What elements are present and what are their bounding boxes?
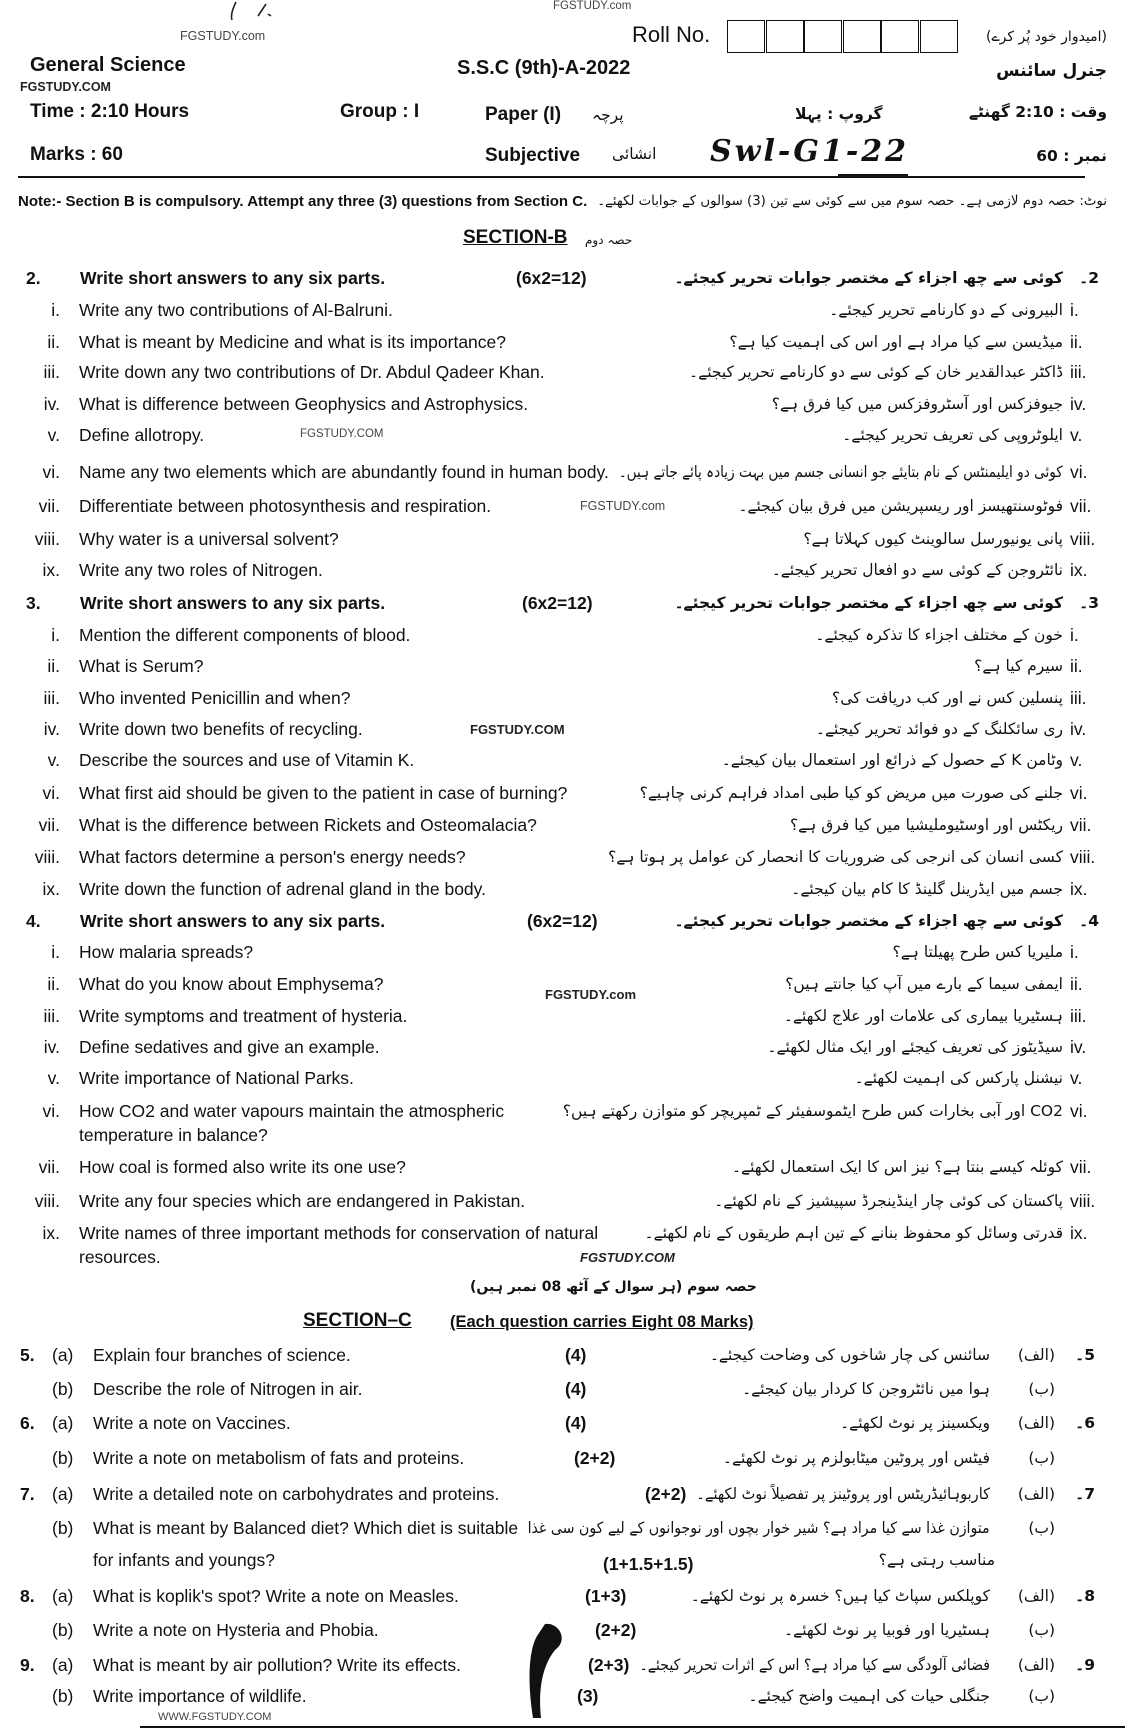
question-part-urdu: (ب): [1028, 1519, 1055, 1537]
paper-urdu: پرچہ: [592, 106, 624, 124]
signature-scribble: [222, 0, 292, 24]
question-marks: (1+3): [585, 1586, 627, 1606]
part-text: Mention the different components of blood.: [79, 625, 411, 645]
question-title: Write short answers to any six parts.: [80, 268, 386, 288]
subject-title: General Science: [30, 54, 186, 76]
part-text: What is difference between Geophysics and Astrophysics.: [79, 394, 529, 414]
part-text: Describe the sources and use of Vitamin K.: [79, 750, 415, 770]
part-text-urdu: پاکستان کی کوئی چار اینڈینجرڈ سپیشیز کے نام لکھئے۔: [714, 1192, 1063, 1210]
question-part-urdu: (الف): [1017, 1485, 1055, 1503]
part-roman: vi.: [42, 1101, 60, 1121]
part-text: Define sedatives and give an example.: [79, 1037, 380, 1057]
question-marks: (2+2): [595, 1620, 637, 1640]
part-roman-urdu: ii.: [1070, 656, 1083, 676]
roll-no-box[interactable]: [727, 20, 765, 53]
part-roman: iii.: [43, 688, 60, 708]
header-divider: [18, 176, 1085, 178]
part-text-urdu: البیرونی کے دو کارنامے تحریر کیجئے۔: [829, 301, 1063, 319]
question-text-urdu: ہسٹیریا اور فوبیا پر نوٹ لکھئے۔: [784, 1621, 990, 1639]
bottom-divider: [140, 1726, 1125, 1728]
question-number: 6.: [20, 1413, 35, 1433]
part-text: How malaria spreads?: [79, 942, 254, 962]
part-roman-urdu: vii.: [1070, 496, 1092, 516]
part-roman: vii.: [38, 815, 60, 835]
subject-urdu: جنرل سائنس: [996, 61, 1107, 81]
note: Note:- Section B is compulsory. Attempt any three (3) questions from Section C.: [18, 193, 588, 210]
subjective-label: Subjective: [485, 145, 581, 166]
question-text: Write a note on Hysteria and Phobia.: [93, 1620, 379, 1640]
section-b-title: SECTION-B: [463, 227, 568, 248]
part-text: Why water is a universal solvent?: [79, 529, 339, 549]
question-number: 8.: [20, 1586, 35, 1606]
part-text: Write any two contributions of Al-Balruni.: [79, 300, 393, 320]
part-roman-urdu: vi.: [1070, 462, 1088, 482]
part-roman-urdu: viii.: [1070, 529, 1096, 549]
roll-no-box[interactable]: [920, 20, 958, 53]
part-text-continued: resources.: [79, 1247, 161, 1267]
marks-label: Marks : 60: [30, 144, 123, 165]
part-text-urdu: سیڈیٹوز کی تعریف کیجئے اور ایک مثال لکھئے۔: [767, 1038, 1063, 1056]
question-marks: (2+2): [574, 1448, 616, 1468]
part-text-continued: temperature in balance?: [79, 1125, 268, 1145]
part-text-urdu: ڈاکٹر عبدالقدیر خان کے کوئی سے دو کارنامے تحریر کیجئے۔: [689, 363, 1063, 381]
part-roman: v.: [47, 750, 60, 770]
question-number: 9.: [20, 1655, 35, 1675]
part-text: Who invented Penicillin and when?: [79, 688, 351, 708]
part-text-urdu: پنسلین کس نے اور کب دریافت کی؟: [832, 689, 1063, 707]
part-text: Write any four species which are endangered in Pakistan.: [79, 1191, 526, 1211]
question-part-urdu: (ب): [1028, 1380, 1055, 1398]
part-roman: iii.: [43, 1006, 60, 1026]
part-roman: vii.: [38, 496, 60, 516]
part-roman: iii.: [43, 362, 60, 382]
part-roman-urdu: vi.: [1070, 783, 1088, 803]
part-roman: i.: [51, 625, 60, 645]
part-text: What factors determine a person's energy needs?: [79, 847, 466, 867]
part-roman-urdu: vii.: [1070, 1157, 1092, 1177]
part-text-urdu: خون کے مختلف اجزاء کا تذکرہ کیجئے۔: [815, 626, 1063, 644]
question-text: What is koplik's spot? Write a note on Measles.: [93, 1586, 459, 1606]
question-text-urdu-continued: مناسب رہتی ہے؟: [878, 1551, 995, 1569]
part-roman: vi.: [42, 462, 60, 482]
question-marks: (4): [565, 1379, 587, 1399]
part-text-urdu: کوئی دو ایلیمنٹس کے نام بتایئے جو انسانی جسم میں بہت زیادہ پائے جاتے ہیں۔: [618, 463, 1063, 481]
question-number: 5.: [20, 1345, 35, 1365]
question-part: (a): [52, 1655, 74, 1675]
paper-code-handwritten: Swl-G1-22: [710, 134, 910, 169]
part-text: What do you know about Emphysema?: [79, 974, 384, 994]
part-text-urdu: میڈیسن سے کیا مراد ہے اور اس کی اہمیت کیا ہے؟: [729, 333, 1063, 351]
part-text: Write any two roles of Nitrogen.: [79, 560, 323, 580]
question-number: 7.: [20, 1484, 35, 1504]
question-number-urdu: 8۔: [1075, 1587, 1095, 1605]
part-roman-urdu: ii.: [1070, 974, 1083, 994]
part-roman: viii.: [34, 1191, 60, 1211]
part-roman-urdu: ii.: [1070, 332, 1083, 352]
question-part-urdu: (الف): [1017, 1414, 1055, 1432]
question-marks: (2+2): [645, 1484, 687, 1504]
part-roman-urdu: viii.: [1070, 1191, 1096, 1211]
question-number-urdu: 3۔: [1079, 594, 1099, 612]
part-text: How coal is formed also write its one use?: [79, 1157, 406, 1177]
part-text: What is Serum?: [79, 656, 204, 676]
roll-no-box[interactable]: [766, 20, 804, 53]
part-text-urdu: CO2 اور آبی بخارات کس طرح ایٹموسفیئر کے ٹمپریچر کو متوازن رکھتے ہیں؟: [562, 1102, 1063, 1120]
part-roman: v.: [47, 425, 60, 445]
question-text-urdu: فیٹس اور پروٹین میٹابولزم پر نوٹ لکھئے۔: [722, 1449, 990, 1467]
watermark: FGSTUDY.com: [180, 29, 266, 43]
question-part: (a): [52, 1413, 74, 1433]
section-c-subtitle: (Each question carries Eight 08 Marks): [450, 1313, 754, 1331]
part-roman-urdu: ix.: [1070, 879, 1088, 899]
part-text: Define allotropy.: [79, 425, 205, 445]
section-c-title: SECTION–C: [303, 1310, 412, 1331]
question-marks: (4): [565, 1345, 587, 1365]
question-text-urdu: جنگلی حیات کی اہمیت واضح کیجئے۔: [748, 1687, 990, 1705]
part-text: How CO2 and water vapours maintain the atmospheric: [79, 1101, 505, 1121]
part-roman: vii.: [38, 1157, 60, 1177]
exam-title: S.S.C (9th)-A-2022: [457, 57, 631, 79]
question-marks: (4): [565, 1413, 587, 1433]
part-roman-urdu: i.: [1070, 300, 1079, 320]
part-roman: i.: [51, 942, 60, 962]
part-text: Name any two elements which are abundantly found in human body.: [79, 462, 609, 482]
watermark: FGSTUDY.COM: [470, 722, 565, 737]
part-text: What is the difference between Rickets and Osteomalacia?: [79, 815, 537, 835]
question-part-urdu: (الف): [1017, 1587, 1055, 1605]
part-text: Write symptoms and treatment of hysteria.: [79, 1006, 408, 1026]
question-number-urdu: 6۔: [1075, 1414, 1095, 1432]
question-text-urdu: کاربوہائیڈریٹس اور پروٹینز پر تفصیلاً نوٹ لکھئے۔: [696, 1485, 990, 1503]
question-marks: (3): [577, 1686, 599, 1706]
question-text: What is meant by air pollution? Write its effects.: [93, 1655, 461, 1675]
part-roman-urdu: i.: [1070, 942, 1079, 962]
part-text-urdu: قدرتی وسائل کو محفوظ بنانے کے تین اہم طریقوں کے نام لکھئے۔: [644, 1224, 1063, 1242]
question-text-urdu: کوپلکس سپاٹ کیا ہیں؟ خسرہ پر نوٹ لکھئے۔: [690, 1587, 990, 1605]
part-text-urdu: ہسٹیریا بیماری کی علامات اور علاج لکھئے۔: [783, 1007, 1063, 1025]
part-roman-urdu: i.: [1070, 625, 1079, 645]
group-urdu: گروپ : پہلا: [795, 105, 883, 123]
question-part: (b): [52, 1686, 74, 1706]
watermark: FGSTUDY.COM: [300, 428, 384, 440]
question-number-urdu: 7۔: [1075, 1485, 1095, 1503]
part-roman: iv.: [43, 719, 60, 739]
question-part: (a): [52, 1345, 74, 1365]
group-label: Group : I: [340, 101, 420, 122]
part-roman-urdu: viii.: [1070, 847, 1096, 867]
part-text-urdu: کوئلہ کیسے بنتا ہے؟ نیز اس کا ایک استعمال لکھئے۔: [731, 1158, 1063, 1176]
question-text-urdu: سائنس کی چار شاخوں کی وضاحت کیجئے۔: [709, 1346, 990, 1364]
question-part-urdu: (ب): [1028, 1687, 1055, 1705]
question-part-urdu: (ب): [1028, 1449, 1055, 1467]
question-text: Write importance of wildlife.: [93, 1686, 307, 1706]
question-title: Write short answers to any six parts.: [80, 593, 386, 613]
roll-no-label: Roll No.: [632, 22, 711, 47]
part-roman-urdu: iv.: [1070, 719, 1087, 739]
question-text: Write a detailed note on carbohydrates and proteins.: [93, 1484, 500, 1504]
ink-stain: [525, 1620, 575, 1720]
part-roman-urdu: v.: [1070, 750, 1083, 770]
question-number: 4.: [26, 911, 41, 931]
part-roman-urdu: ix.: [1070, 560, 1088, 580]
question-part: (b): [52, 1620, 74, 1640]
question-title-urdu: کوئی سے چھ اجزاء کے مختصر جوابات تحریر کیجئے۔: [674, 594, 1063, 612]
question-part: (b): [52, 1518, 74, 1538]
part-roman: viii.: [34, 529, 60, 549]
question-part: (a): [52, 1484, 74, 1504]
part-text-urdu: جسم میں ایڈرینل گلینڈ کا کام بیان کیجئے۔: [791, 880, 1063, 898]
part-roman: ix.: [42, 1223, 60, 1243]
watermark: FGSTUDY.com: [545, 987, 637, 1002]
part-roman: viii.: [34, 847, 60, 867]
part-text-urdu: فوٹوسنتھیسز اور ریسپریشن میں فرق بیان کیجئے۔: [738, 497, 1063, 515]
question-text-urdu: ویکسینز پر نوٹ لکھئے۔: [840, 1414, 990, 1432]
marks-urdu: نمبر : 60: [1036, 147, 1107, 165]
part-roman-urdu: vi.: [1070, 1101, 1088, 1121]
roll-no-urdu: (امیدوار خود پُر کرے): [986, 29, 1107, 45]
part-text-urdu: وٹامن K کے حصول کے ذرائع اور استعمال بیان کیجئے۔: [721, 751, 1063, 769]
question-text: What is meant by Balanced diet? Which diet is suitable: [93, 1518, 519, 1538]
question-text: Write a note on Vaccines.: [93, 1413, 291, 1433]
question-part-urdu: (الف): [1017, 1656, 1055, 1674]
note-urdu: نوٹ: حصہ دوم لازمی ہے۔ حصہ سوم میں سے کوئی سے تین (3) سوالوں کے جوابات لکھئے۔: [597, 193, 1107, 209]
part-text: What is meant by Medicine and what is its importance?: [79, 332, 506, 352]
paper-label: Paper (I): [485, 104, 562, 125]
question-marks: (2+3): [588, 1655, 630, 1675]
watermark: WWW.FGSTUDY.COM: [158, 1711, 272, 1723]
time-label: Time : 2:10 Hours: [30, 101, 190, 122]
watermark: FGSTUDY.com: [553, 0, 632, 12]
question-marks: (1+1.5+1.5): [603, 1554, 694, 1574]
part-roman-urdu: iii.: [1070, 1006, 1087, 1026]
time-urdu: وقت : 2:10 گھنٹے: [968, 103, 1107, 121]
section-c-title-urdu: حصہ سوم (ہر سوال کے آٹھ 08 نمبر ہیں): [470, 1279, 757, 1295]
part-text: Write names of three important methods for conservation of natural: [79, 1223, 599, 1243]
question-title: Write short answers to any six parts.: [80, 911, 386, 931]
question-part-urdu: (الف): [1017, 1346, 1055, 1364]
question-text: Describe the role of Nitrogen in air.: [93, 1379, 363, 1399]
question-marks: (6x2=12): [527, 911, 598, 931]
part-text-urdu: سیرم کیا ہے؟: [974, 657, 1063, 675]
part-text-urdu: نائٹروجن کے کوئی سے دو افعال تحریر کیجئے۔: [771, 561, 1063, 579]
part-roman: ix.: [42, 560, 60, 580]
question-text-continued: for infants and youngs?: [93, 1550, 275, 1570]
question-text-urdu: فضائی آلودگی سے کیا مراد ہے؟ اس کے اثرات تحریر کیجئے۔: [639, 1656, 990, 1674]
part-roman-urdu: v.: [1070, 1068, 1083, 1088]
question-marks: (6x2=12): [522, 593, 593, 613]
question-number-urdu: 4۔: [1079, 912, 1099, 930]
question-marks: (6x2=12): [516, 268, 587, 288]
question-number-urdu: 9۔: [1075, 1656, 1095, 1674]
part-roman: ix.: [42, 879, 60, 899]
part-roman-urdu: ix.: [1070, 1223, 1088, 1243]
part-text: Write down any two contributions of Dr. Abdul Qadeer Khan.: [79, 362, 545, 382]
part-text-urdu: کسی انسان کی انرجی کی ضروریات کا انحصار کن عوامل پر ہوتا ہے؟: [608, 848, 1063, 866]
question-title-urdu: کوئی سے چھ اجزاء کے مختصر جوابات تحریر کیجئے۔: [674, 912, 1063, 930]
part-roman-urdu: iii.: [1070, 362, 1087, 382]
part-roman-urdu: vii.: [1070, 815, 1092, 835]
part-text-urdu: ری سائکلنگ کے دو فوائد تحریر کیجئے۔: [815, 720, 1063, 738]
part-roman: ii.: [47, 656, 60, 676]
part-roman-urdu: iv.: [1070, 394, 1087, 414]
subjective-urdu: انشائی: [612, 145, 657, 163]
roll-no-box[interactable]: [804, 20, 842, 53]
part-roman: ii.: [47, 332, 60, 352]
part-text: Write down two benefits of recycling.: [79, 719, 363, 739]
watermark: FGSTUDY.COM: [20, 80, 111, 94]
question-title-urdu: کوئی سے چھ اجزاء کے مختصر جوابات تحریر کیجئے۔: [674, 269, 1063, 287]
part-text: What first aid should be given to the patient in case of burning?: [79, 783, 568, 803]
part-roman: ii.: [47, 974, 60, 994]
part-text-urdu: نیشنل پارکس کی اہمیت لکھئے۔: [854, 1069, 1063, 1087]
part-text-urdu: ملیریا کس طرح پھیلتا ہے؟: [892, 943, 1063, 961]
part-roman: v.: [47, 1068, 60, 1088]
part-roman: vi.: [42, 783, 60, 803]
part-text: Write down the function of adrenal gland in the body.: [79, 879, 486, 899]
question-part: (a): [52, 1586, 74, 1606]
question-part: (b): [52, 1448, 74, 1468]
roll-no-box[interactable]: [881, 20, 919, 53]
question-number-urdu: 2۔: [1079, 269, 1099, 287]
part-text-urdu: جلنے کی صورت میں مریض کو کیا طبی امداد فراہم کرنی چاہیے؟: [639, 784, 1063, 802]
question-text: Explain four branches of science.: [93, 1345, 351, 1365]
roll-no-box[interactable]: [843, 20, 881, 53]
section-b-title-urdu: حصہ دوم: [585, 233, 633, 247]
question-text-urdu: متوازن غذا سے کیا مراد ہے؟ شیر خوار بچوں اور نوجوانوں کے لیے کون سی غذا: [527, 1519, 990, 1537]
part-text-urdu: پانی یونیورسل سالوینٹ کیوں کہلاتا ہے؟: [803, 530, 1063, 548]
question-text-urdu: ہوا میں نائٹروجن کا کردار بیان کیجئے۔: [742, 1380, 990, 1398]
part-text-urdu: ریکٹس اور اوسٹیوملیشیا میں کیا فرق ہے؟: [789, 816, 1063, 834]
part-roman: iv.: [43, 1037, 60, 1057]
question-number: 3.: [26, 593, 41, 613]
part-text: Differentiate between photosynthesis and respiration.: [79, 496, 492, 516]
question-part: (b): [52, 1379, 74, 1399]
part-text-urdu: ایلوٹروپی کی تعریف تحریر کیجئے۔: [842, 426, 1063, 444]
part-text: Write importance of National Parks.: [79, 1068, 354, 1088]
part-text-urdu: جیوفزکس اور آسٹروفزکس میں کیا فرق ہے؟: [771, 395, 1063, 413]
watermark: FGSTUDY.com: [580, 499, 666, 513]
watermark: FGSTUDY.COM: [580, 1250, 675, 1265]
part-roman: i.: [51, 300, 60, 320]
part-text-urdu: ایمفی سیما کے بارے میں آپ کیا جانتے ہیں؟: [785, 975, 1063, 993]
part-roman-urdu: iv.: [1070, 1037, 1087, 1057]
part-roman-urdu: iii.: [1070, 688, 1087, 708]
question-text: Write a note on metabolism of fats and proteins.: [93, 1448, 465, 1468]
question-part-urdu: (ب): [1028, 1621, 1055, 1639]
part-roman: iv.: [43, 394, 60, 414]
part-roman-urdu: v.: [1070, 425, 1083, 445]
question-number: 2.: [26, 268, 41, 288]
question-number-urdu: 5۔: [1075, 1346, 1095, 1364]
